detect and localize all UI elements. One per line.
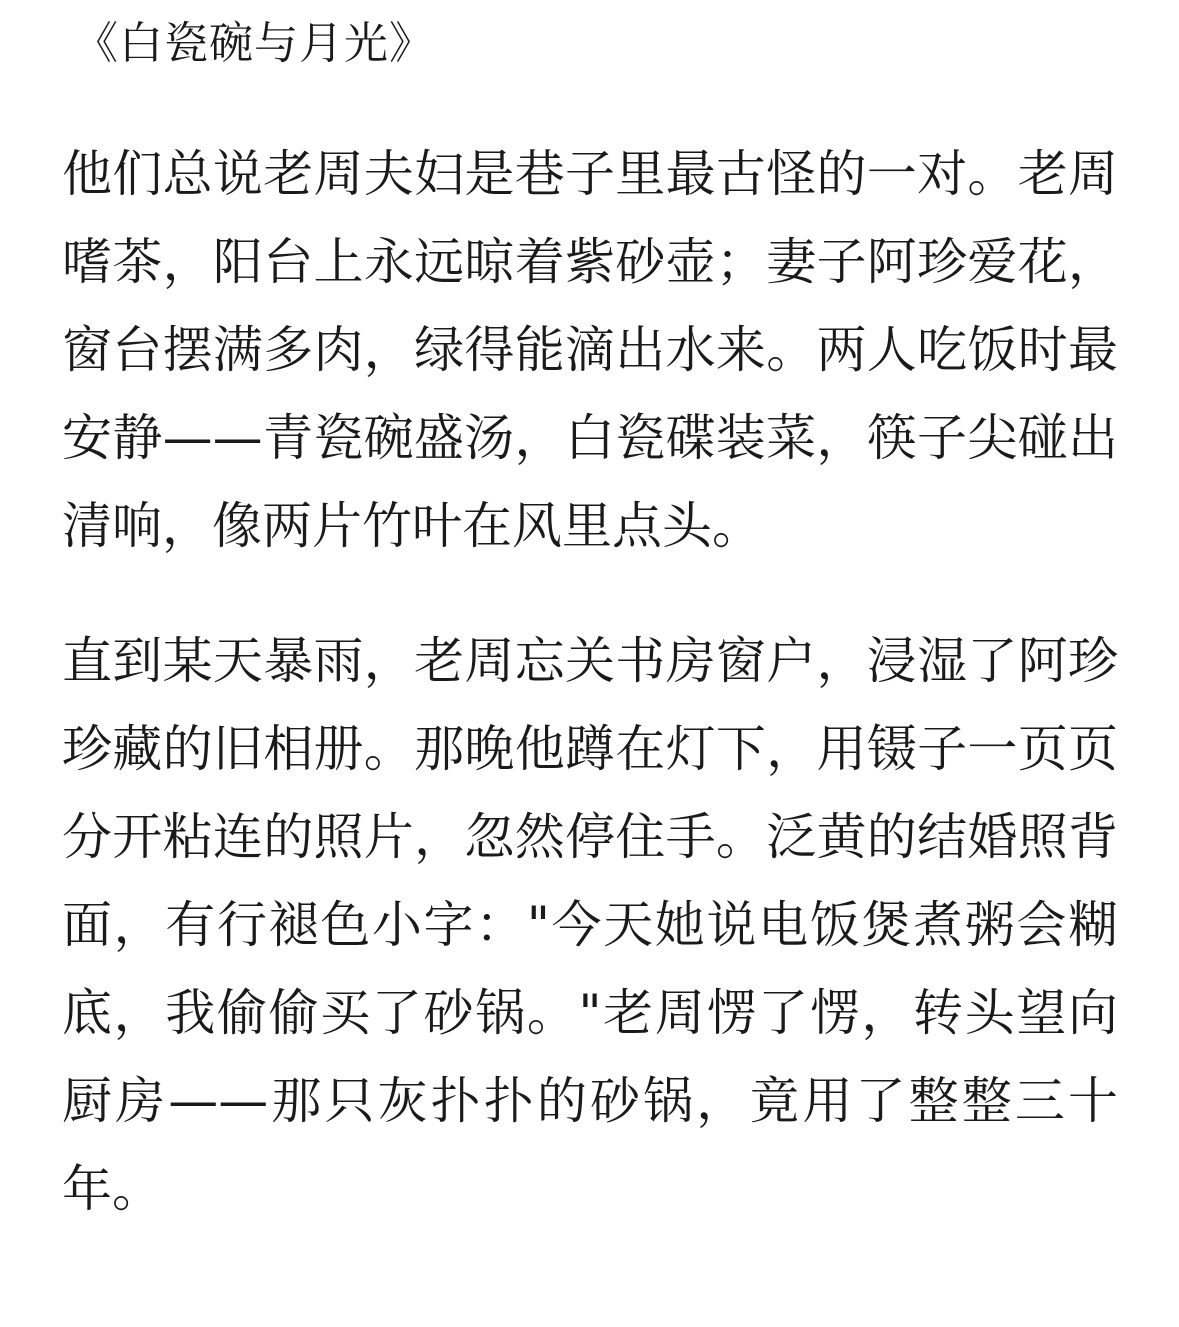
paragraph-1: 他们总说老周夫妇是巷子里最古怪的一对。老周嗜茶，阳台上永远晾着紫砂壶；妻子阿珍爱花，窗台摆满多肉，绿得能滴出水来。两人吃饭时最安静——青瓷碗盛汤，白瓷碟装菜，筷子尖碰出清响，像两片竹叶在风里点头。	[62, 145, 1118, 555]
document-title: 《白瓷碗与月光》	[74, 18, 434, 69]
paragraph-2: 直到某天暴雨，老周忘关书房窗户，浸湿了阿珍珍藏的旧相册。那晚他蹲在灯下，用镊子一页页分开粘连的照片，忽然停住手。泛黄的结婚照背面，有行褪色小字："今天她说电饭煲煮粥会糊底，我偷偷买了砂锅。"老周愣了愣，转头望向厨房——那只灰扑扑的砂锅，竟用了整整三十年。	[62, 632, 1118, 1218]
